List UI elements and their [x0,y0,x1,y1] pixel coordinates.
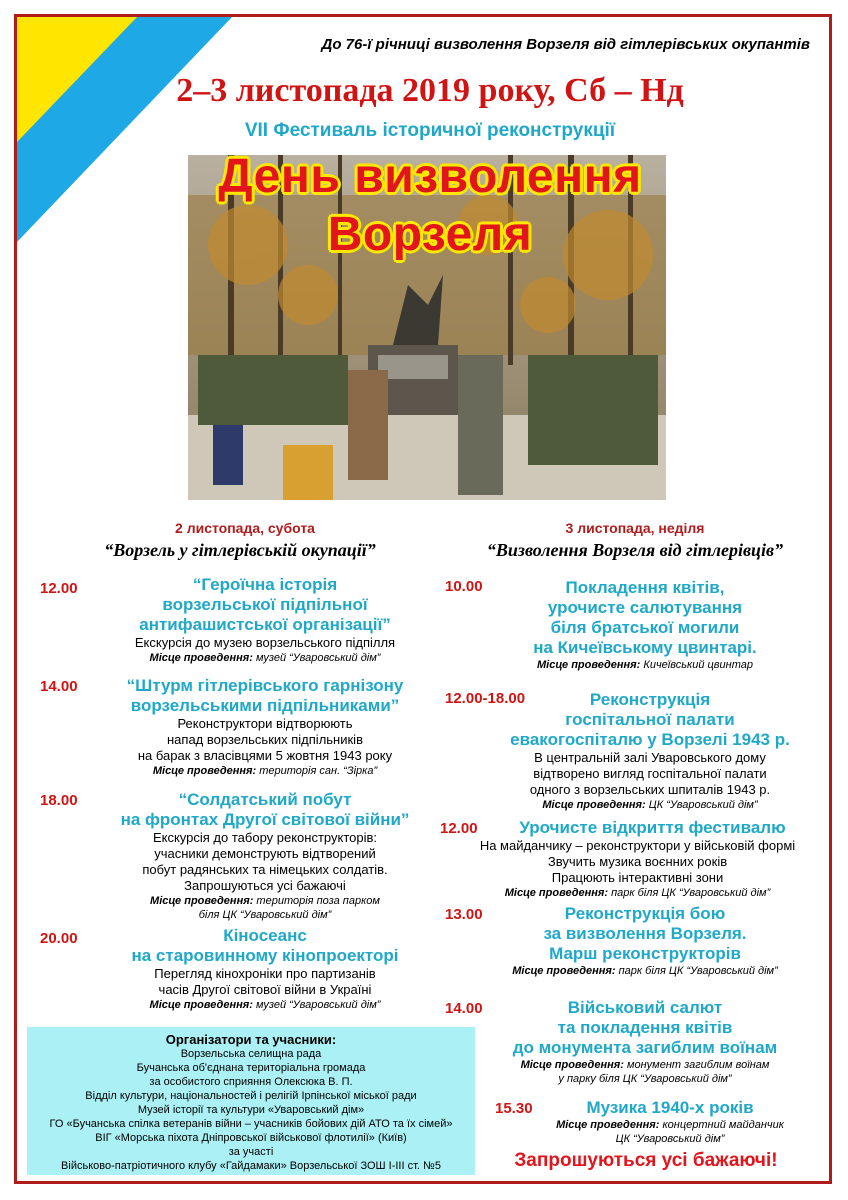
organizer-line: ВІГ «Морська піхота Дніпровської військової флотилії» (Київ) [95,1132,407,1144]
place-label: Місце проведення: [152,765,257,777]
place-value: парк біля ЦК “Уваровський дім” [618,965,778,977]
ev-title-line: Урочисте відкриття фестивалю [519,818,786,837]
organizer-line: Бучанська об'єднана територіальна громада [136,1062,366,1074]
place-value: територія поза парком [256,895,380,907]
ev-title-line: “Солдатський побут [178,790,352,809]
place-value: музей “Уваровський дім” [255,652,381,664]
ev-desc-line: побут радянських та німецьких солдатів. [142,862,388,877]
ev-title-line: Реконструкція бою [564,904,726,923]
organizer-line: Військово-патріотичного клубу «Гайдамаки» Ворзельської ЗОШ І-ІІІ ст. №5 [61,1160,441,1172]
day2-event-1 [470,578,820,672]
day2-head: 3 листопада, неділя [565,520,705,536]
place-label: Місце проведення: [512,965,616,977]
ev-desc-line: на барак з власівцями 5 жовтня 1943 року [137,748,393,763]
day2-ev4-time: 13.00 [445,906,483,923]
ev-title-line: біля братської могили [550,618,740,637]
day2-ev3-time: 12.00 [440,820,478,837]
ev-desc-line: Перегляд кінохроніки про партизанів [154,966,376,981]
organizer-line: Відділ культури, національностей і релігій Ірпінської міської ради [85,1090,417,1102]
day2-ev1-time: 10.00 [445,578,483,595]
festival-name: VII Фестиваль історичної реконструкції [244,120,616,141]
ev-title-line: антифашистської організації” [139,615,391,634]
ev-desc-line: Екскурсія до музею ворзельського підпілля [134,635,396,650]
organizer-line: за участі [228,1146,274,1158]
ev-title-line: госпітальної палати [565,710,735,729]
place-label: Місце проведення: [537,659,641,671]
ev-desc-line: відтворено вигляд госпітальної палати [533,766,767,781]
organizer-line: за особистого сприяння Олексюка В. П. [149,1076,353,1088]
day1-event-1 [70,575,460,665]
day2-event-6 [520,1098,820,1146]
ev-desc-line: Звучить музика воєнних років [547,854,728,869]
place-value-2: біля ЦК “Уваровський дім” [198,909,332,921]
ev-title-line: ворзельськими підпільниками” [130,696,400,715]
ev-desc-line: напад ворзельських підпільників [167,732,363,747]
day1-head: 2 листопада, субота [175,520,315,536]
day1-event-3 [70,790,460,922]
place-label: Місце проведення: [542,799,646,811]
title-line-2: Ворзеля [327,208,533,261]
ev-title-line: Реконструкція [589,690,711,709]
place-label: Місце проведення: [150,895,254,907]
ev-desc-line: часів Другої світової війни в Україні [158,982,372,997]
day1-theme: “Ворзель у гітлерівській окупації” [104,540,376,560]
day2-ev2-time: 12.00-18.00 [445,690,526,707]
place-label: Місце проведення: [149,652,253,664]
place-label: Місце проведення: [520,1059,624,1071]
ev-title-line: Музика 1940-х років [586,1098,754,1117]
event-dates: 2–3 листопада 2019 року, Сб – Нд [176,72,684,109]
place-value: концертний майданчик [662,1119,784,1131]
day2-ev6-time: 15.30 [495,1100,533,1117]
ev-title-line: на фронтах Другої світової війни” [120,810,410,829]
invitation: Запрошуються усі бажаючі! [514,1150,778,1171]
place-label: Місце проведення: [149,999,253,1011]
ev-desc-line: Запрошуються усі бажаючі [184,878,346,893]
day1-event-2 [70,676,460,778]
ev-title-line: до монумента загиблим воїнам [512,1038,778,1057]
ev-desc-line: одного з ворзельських шпиталів 1943 р. [529,782,771,797]
place-value: музей “Уваровський дім” [255,999,381,1011]
ev-title-line: за визволення Ворзеля. [543,924,747,943]
ev-title-line: Марш реконструкторів [549,944,741,963]
ev-desc-line: учасники демонструють відтворений [154,846,376,861]
ev-title-line: Військовий салют [567,998,723,1017]
ev-title-line: Покладення квітів, [565,578,725,597]
organizer-line: Музей історії та культури «Уваровський дім» [137,1104,365,1116]
anniversary-note: До 76-ї річниці визволення Ворзеля від гітлерівських окупантів [321,36,810,53]
day1-ev2-time: 14.00 [40,678,78,695]
day1-event-4 [70,926,460,1012]
day1-ev1-time: 12.00 [40,580,78,597]
ev-title-line: “Героїчна історія [192,575,338,594]
ev-title-line: евакогоспіталю у Ворзелі 1943 р. [510,730,790,749]
place-label: Місце проведення: [556,1119,660,1131]
title-line-1: День визволення [218,150,642,203]
place-value: парк біля ЦК “Уваровський дім” [611,887,771,899]
place-value-2: ЦК “Уваровський дім” [615,1133,725,1145]
organizers-heading: Організатори та учасники: [165,1032,337,1047]
organizer-line: Ворзельська селищна рада [180,1048,322,1060]
ev-desc-line: В центральній залі Уваровського дому [534,750,766,765]
ev-title-line: на Кичеївському цвинтарі. [533,638,757,657]
ev-title-line: та покладення квітів [557,1018,733,1037]
ev-desc-line: Працюють інтерактивні зони [551,870,724,885]
day2-event-4 [470,904,820,978]
place-value: ЦК “Уваровський дім” [648,799,758,811]
festival-title [150,150,710,262]
ev-desc-line: Реконструктори відтворюють [177,716,353,731]
ev-title-line: Кіносеанс [223,926,307,945]
place-value-2: у парку біля ЦК “Уваровський дім” [558,1073,732,1085]
day2-ev5-time: 14.00 [445,1000,483,1017]
place-value: монумент загиблим воїнам [626,1059,770,1071]
place-value: територія сан. “Зірка” [259,765,378,777]
place-value: Кичеївський цвинтар [643,659,753,671]
ev-title-line: урочисте салютування [547,598,743,617]
day1-ev3-time: 18.00 [40,792,78,809]
place-label: Місце проведення: [504,887,609,899]
ev-desc-line: Екскурсія до табору реконструкторів: [152,830,378,845]
ev-title-line: на старовинному кінопроекторі [131,946,399,965]
day2-event-5 [470,998,820,1086]
organizers-box [27,1027,475,1175]
day2-event-2 [480,690,820,812]
organizer-line: ГО «Бучанська спілка ветеранів війни – учасників бойових дій АТО та їх сімей» [49,1118,453,1130]
day2-theme: “Визволення Ворзеля від гітлерівців” [486,540,784,560]
ev-title-line: “Штурм гітлерівського гарнізону [126,676,404,695]
day2-event-3 [455,818,820,900]
ev-title-line: ворзельської підпільної [162,595,368,614]
ev-desc-line: На майданчику – реконструктори у військовій формі [479,838,796,853]
day1-ev4-time: 20.00 [40,930,78,947]
